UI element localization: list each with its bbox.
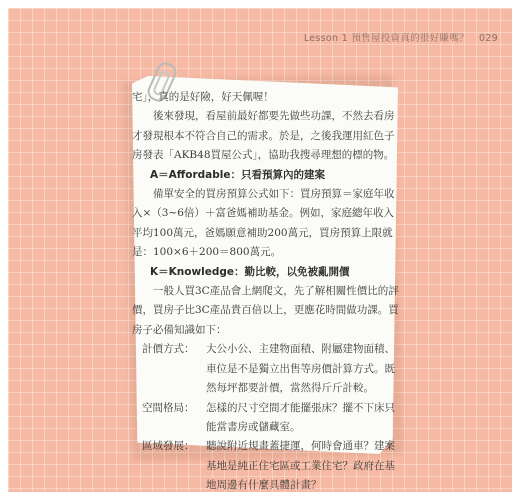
term-label: 計價方式： [142,343,195,356]
article-body [132,88,404,496]
running-title: Lesson 1 預售屋投資真的很好賺嗎？ [303,33,469,44]
page-number: 029 [478,33,498,44]
term-description: 聽說附近規畫蓋捷運，何時會通車？建案基地是純正住宅區或工業住宅？政府在基地周邊有什麼具體計畫？ [206,440,395,492]
paragraph-3: 備單安全的買房預算公式如下：買房預算＝家庭年收入×（3∼6倍）＋富爸媽補助基金。例如，家庭總年收入平均100萬元，爸媽願意補助200萬元，買房預算上限就是：100×6＋200＝800萬元。 [132,188,395,259]
term-pricing [132,340,404,398]
term-layout [132,399,404,438]
paragraph-2: 後來發現，看屋前最好都要先做些功課，不然去看房才發現根本不符合自己的需求。於是，之後我運用紅色子房發表「AKB48買屋公式」，協助我搜尋理想的標的物。 [132,110,395,162]
section-heading-affordable: A＝Affordable：只看預算內的建案 [150,168,325,181]
section-heading-knowledge: K＝Knowledge：勤比較，以免被亂開價 [150,265,350,278]
term-description: 怎樣的尺寸空間才能擺張床？擺不下床只能當書房或儲藏室。 [206,401,395,433]
term-label: 空間格局： [142,401,195,414]
term-area-development [132,437,404,495]
paragraph-1: 宅」，真的是好險，好天佩喔！ [132,91,274,103]
paragraph-4: 一般人買3C產品會上網爬文，先了解相關性價比的評價，買房子比3C產品貴百倍以上，更應花時間做功課。買房子必備知識如下： [132,285,399,336]
running-header [304,30,498,44]
term-description: 大公小公、主建物面積、附屬建物面積、車位是不是獨立出售等房價計算方式。既然每坪都要計價，當然得斤斤計較。 [206,343,395,395]
term-label: 區域發展： [142,440,195,453]
